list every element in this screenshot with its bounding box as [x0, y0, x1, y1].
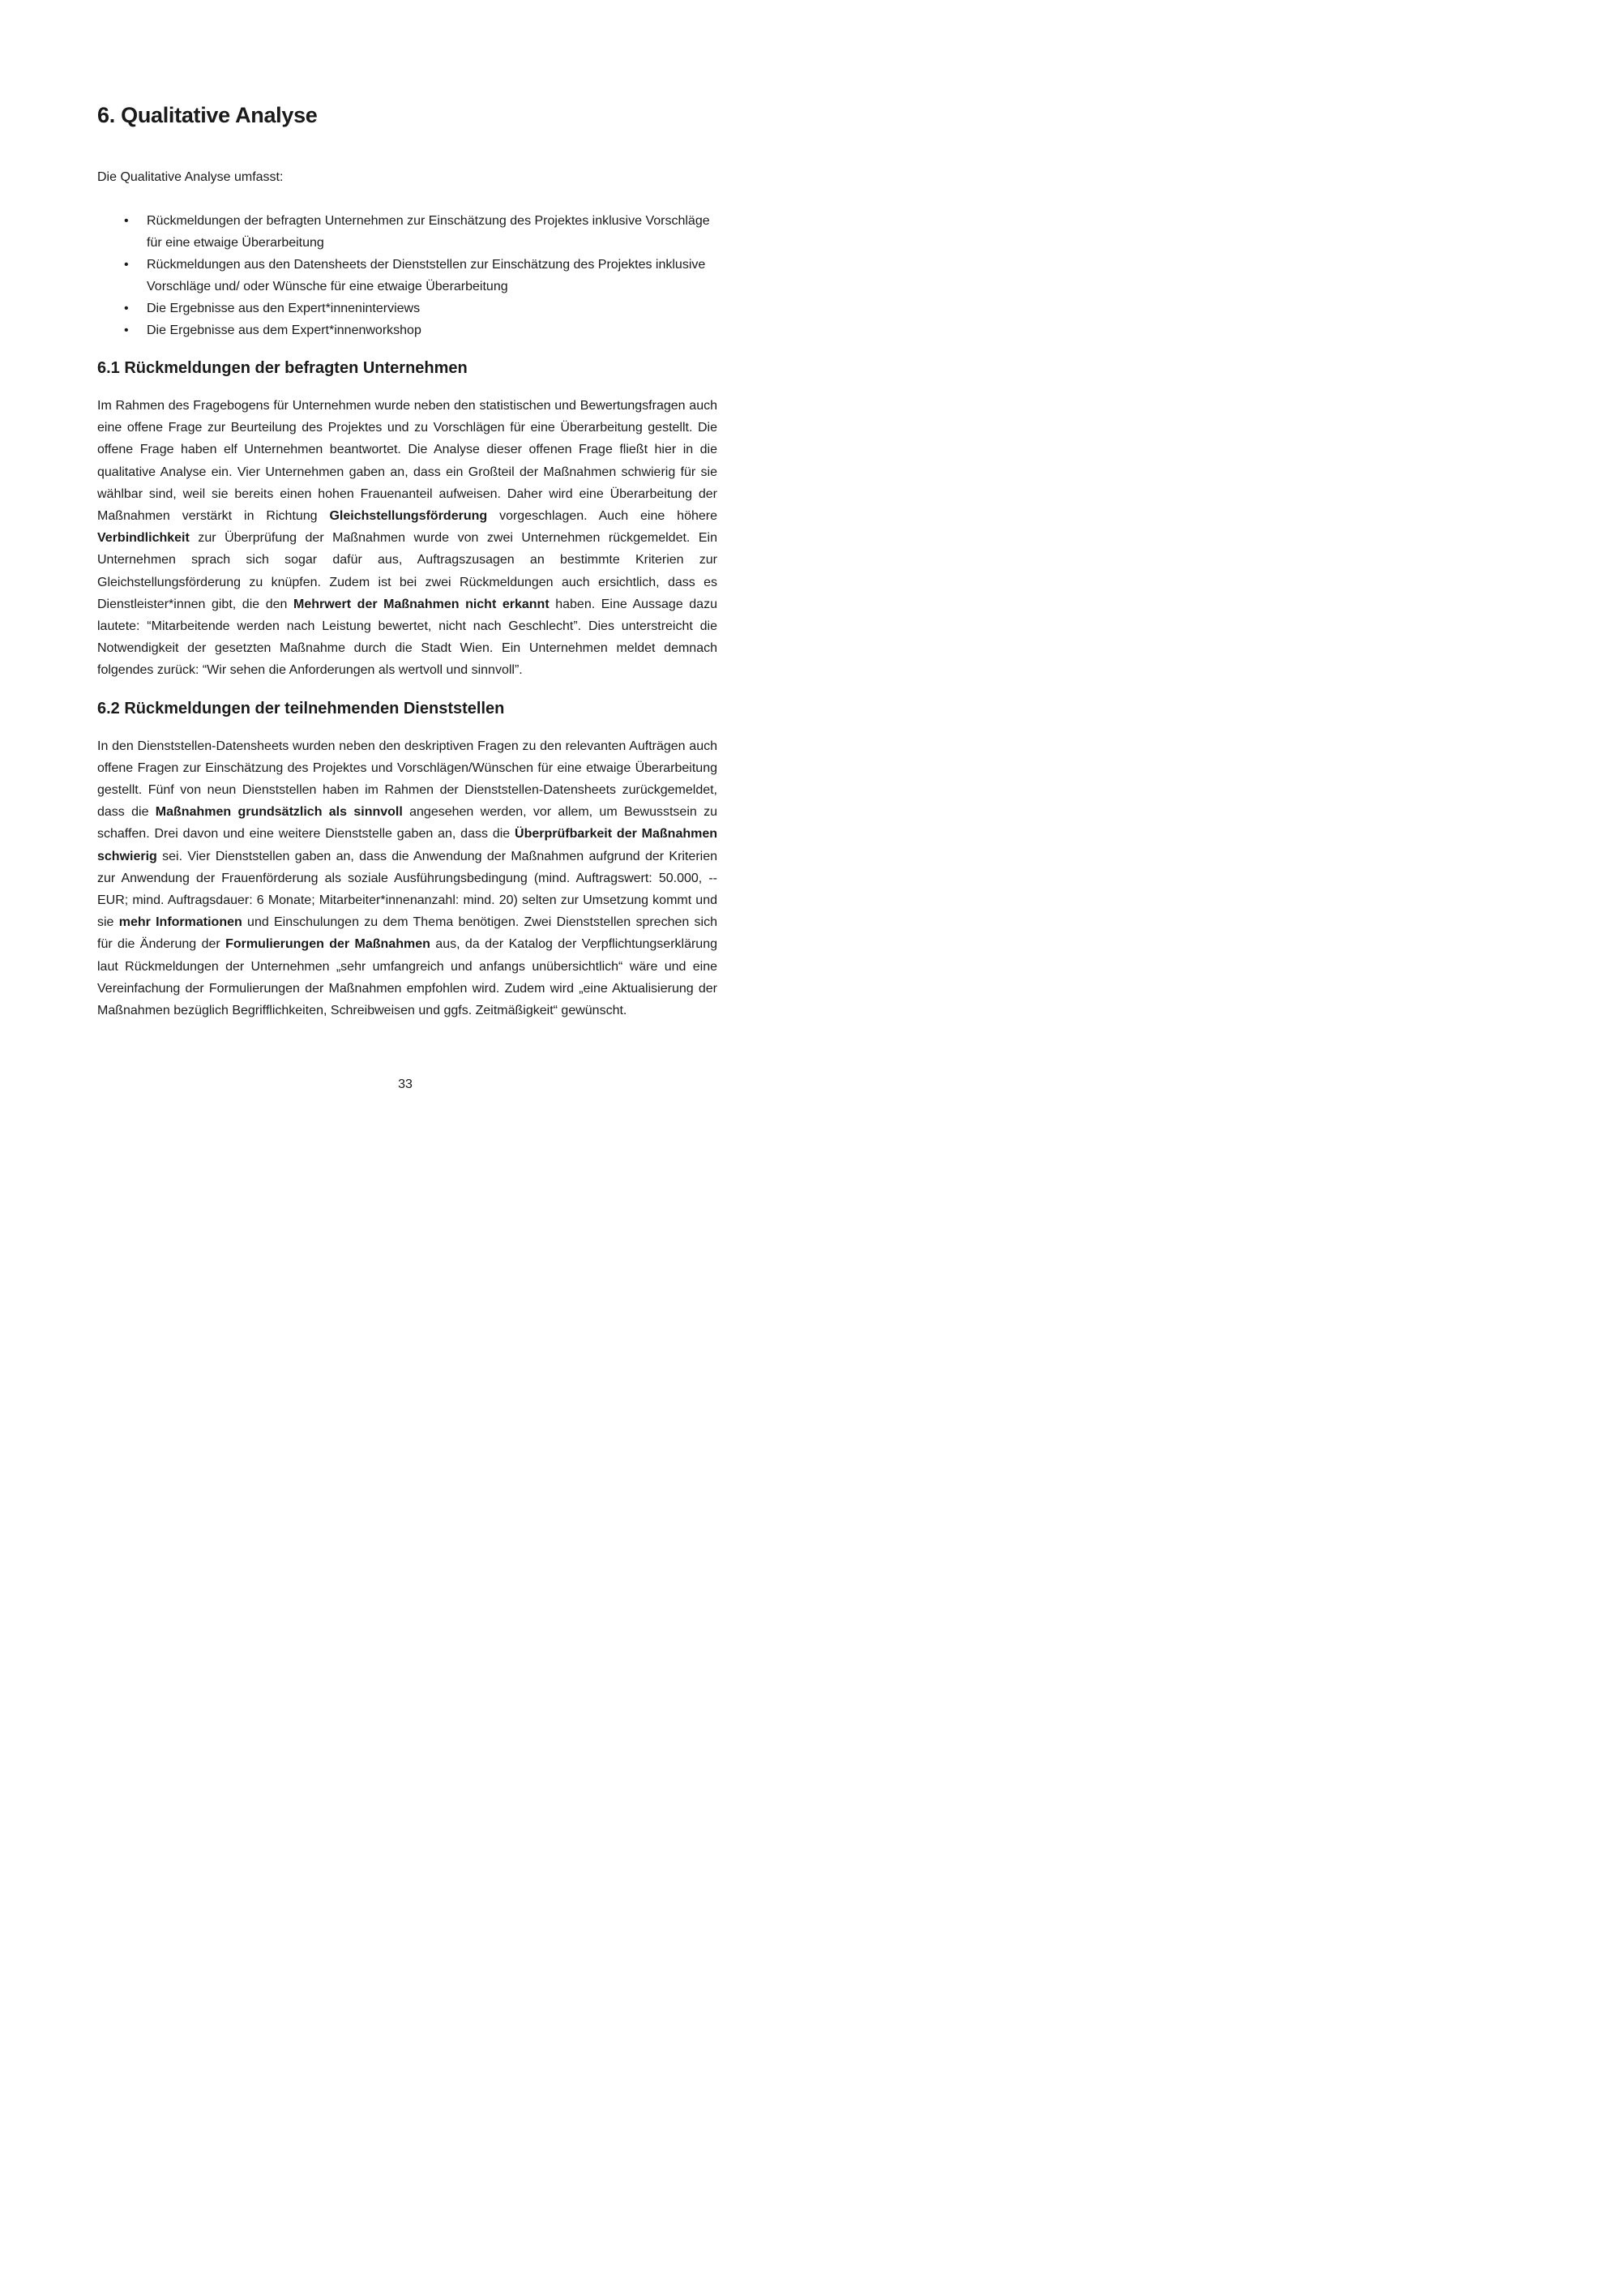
- page-title: 6. Qualitative Analyse: [97, 103, 318, 127]
- list-item-text: Rückmeldungen aus den Datensheets der Dienststellen zur Einschätzung des Projektes inklusive Vorschläge und/ oder Wünsche für eine etwaige Überarbeitung: [147, 258, 706, 293]
- list-item-text: Die Ergebnisse aus den Expert*inneninterviews: [147, 302, 421, 315]
- list-item-text: Die Ergebnisse aus dem Expert*innenworkshop: [147, 323, 421, 337]
- section-heading-6-2: 6.2 Rückmeldungen der teilnehmenden Dienststellen: [97, 699, 505, 718]
- list-item-text: Rückmeldungen der befragten Unternehmen zur Einschätzung des Projektes inklusive Vorschläge für eine etwaige Überarbeitung: [147, 214, 710, 250]
- text-run: sei. Vier Dienststellen gaben an, dass die Anwendung der Maßnahmen aufgrund der Kriterien zur Anwendung der Frauenförderung als soziale Ausführungsbedingung (mind. Auftragswert: 50.000, -- EUR; mind. Auftragsdauer: 6 Monate; Mitarbeiter*innenanzahl: mind. 20) selten zur Umsetzung kommt und sie: [97, 849, 717, 930]
- page-content: [97, 96, 717, 1022]
- bold-term: Maßnahmen grundsätzlich als sinnvoll: [155, 805, 403, 820]
- list-item: [97, 210, 717, 254]
- bold-term: Gleichstellungsförderung: [329, 509, 488, 524]
- list-item: [97, 298, 717, 319]
- document-page: [0, 0, 810, 1148]
- bullet-icon: •: [124, 214, 129, 228]
- bold-term: Verbindlichkeit: [97, 531, 190, 546]
- bold-term: Formulierungen der Maßnahmen: [225, 937, 430, 952]
- intro-text: Die Qualitative Analyse umfasst:: [97, 170, 284, 184]
- text-run: zur Überprüfung der Maßnahmen wurde von zwei Unternehmen rückgemeldet. Ein Unternehmen sprach sich sogar dafür aus, Auftragszusagen an bestimmte Kriterien zur Gleichstellungsförderung zu knüpfen. Zudem ist bei zwei Rückmeldungen auch ersichtlich, dass es Dienstleister*innen gibt, die den: [97, 531, 717, 611]
- bold-term: Mehrwert der Maßnahmen nicht erkannt: [293, 597, 550, 611]
- text-run: haben. Eine Aussage dazu lautete: “Mitarbeitende werden nach Leistung bewertet, nicht nach Geschlecht”. Dies unterstreicht die Notwendigkeit der gesetzten Maßnahme durch die Stadt Wien. Ein Unternehmen meldet demnach folgendes zurück: “Wir sehen die Anforderungen als wertvoll und sinnvoll”.: [97, 597, 717, 678]
- list-item: [97, 254, 717, 298]
- text-run: angesehen werden, vor allem, um Bewusstsein zu schaffen. Drei davon und eine weitere Dienststelle gaben an, dass die: [97, 805, 718, 842]
- bullet-icon: •: [124, 302, 129, 315]
- bullet-list: [97, 210, 717, 341]
- section-6-1-paragraph: [97, 395, 717, 682]
- bullet-icon: •: [124, 323, 129, 337]
- bold-term: mehr Informationen: [118, 915, 242, 930]
- section-6-2-paragraph: [97, 735, 717, 1022]
- bold-term: Überprüfbarkeit der Maßnahmen schwierig: [97, 827, 718, 863]
- list-item: [97, 319, 717, 341]
- text-run: und Einschulungen zu dem Thema benötigen. Zwei Dienststellen sprechen sich für die Änderung der: [97, 915, 717, 952]
- section-heading-6-1: 6.1 Rückmeldungen der befragten Unternehmen: [97, 359, 468, 377]
- text-run: vorgeschlagen. Auch eine höhere: [487, 509, 717, 524]
- bullet-icon: •: [124, 258, 129, 272]
- text-run: aus, da der Katalog der Verpflichtungserklärung laut Rückmeldungen der Unternehmen „sehr umfangreich und anfangs unübersichtlich“ wäre und eine Vereinfachung der Formulierungen der Maßnahmen empfohlen wird. Zudem wird „eine Aktualisierung der Maßnahmen bezüglich Begrifflichkeiten, Schreibweisen und ggfs. Zeitmäßigkeit“ gewünscht.: [97, 937, 718, 1018]
- page-number: 33: [398, 1077, 413, 1091]
- text-run: Im Rahmen des Fragebogens für Unternehmen wurde neben den statistischen und Bewertungsfragen auch eine offene Frage zur Beurteilung des Projektes und zu Vorschlägen für eine Überarbeitung gestellt. Die offene Frage haben elf Unternehmen beantwortet. Die Analyse dieser offenen Frage fließt hier in die qualitative Analyse ein. Vier Unternehmen gaben an, dass ein Großteil der Maßnahmen schwierig für sie wählbar sind, weil sie bereits einen hohen Frauenanteil aufweisen. Daher wird eine Überarbeitung der Maßnahmen verstärkt in Richtung: [97, 399, 717, 524]
- text-run: In den Dienststellen-Datensheets wurden neben den deskriptiven Fragen zu den relevanten Aufträgen auch offene Fragen zur Einschätzung des Projektes und Vorschlägen/Wünschen für eine etwaige Überarbeitung gestellt. Fünf von neun Dienststellen haben im Rahmen der Dienststellen-Datensheets zurückgemeldet, dass die: [97, 739, 717, 820]
